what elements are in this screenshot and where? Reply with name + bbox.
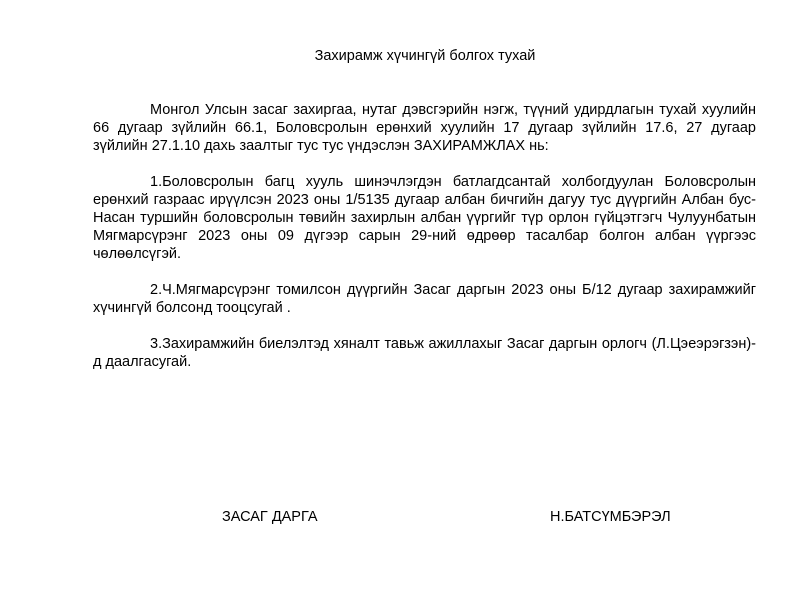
signature-position: ЗАСАГ ДАРГА [222,509,318,525]
document-title: Захирамж хүчингүй болгох тухай [314,48,536,64]
paragraph-item-2: 2.Ч.Мягмарсүрэнг томилсон дүүргийн Засаг даргын 2023 оны Б/12 дугаар захирамжийг хүчингүй болсонд тооцсугай . [93,282,756,316]
signature-name: Н.БАТСҮМБЭРЭЛ [550,509,671,525]
paragraph-item-3: 3.Захирамжийн биелэлтэд хяналт тавьж ажиллахыг Засаг даргын орлогч (Л.Цэеэрэгзэн)-д даалгасугай. [93,336,756,370]
paragraph-item-1: 1.Боловсролын багц хууль шинэчлэгдэн батлагдсантай холбогдуулан Боловсролын ерөнхий газраас ирүүлсэн 2023 оны 1/5135 дугаар албан бичгийн дагуу тус дүүргийн Албан бус-Насан туршийн боловсролын төвийн захирлын албан үүргийг түр орлон гүйцэтгэгч Чулуунбатын Мягмарсүрэнг 2023 оны 09 дүгээр сарын 29-ний өдрөөр тасалбар болгон албан үүргээс чөлөөлсүгэй. [93,174,756,262]
document-body [93,101,756,389]
paragraph-preamble: Монгол Улсын засаг захиргаа, нутаг дэвсгэрийн нэгж, түүний удирдлагын тухай хуулийн 66 дугаар зүйлийн 66.1, Боловсролын ерөнхий хуулийн 17 дугаар зүйлийн 17.6, 27 дугаар зүйлийн 27.1.10 дахь заалтыг тус тус үндэслэн ЗАХИРАМЖЛАХ нь: [93,102,756,154]
